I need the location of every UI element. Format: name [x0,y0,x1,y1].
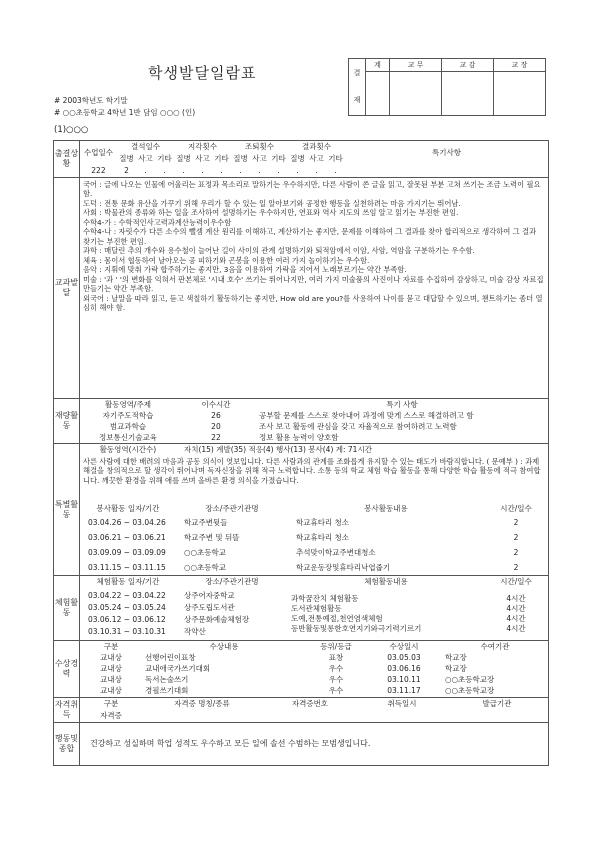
attendance-value: . [315,166,318,176]
award-orgs [442,653,548,697]
cert-header: 자격증번호 [291,699,329,709]
award-date: 03.11.17 [387,685,421,695]
awards-header: 수상내용 [209,642,239,652]
sub-header: 기타 [157,154,172,164]
cert-number [262,710,358,722]
special-section-label: 특별활동 [54,444,80,576]
sub-header: 사고 [138,154,153,164]
experience-section-label: 체험활동 [54,576,80,641]
experience-date: 03.06.12 ~ 03.06.12 [87,615,166,624]
volunteer-hour: 2 [513,518,519,527]
experience-hour: 4시간 [506,593,526,603]
behavior-text: 건강하고 성실하며 학업 성적도 우수하고 모든 일에 솔선 수범하는 모범생입니다. [79,723,548,766]
award-org: ○○초등학교장 [444,675,495,684]
experience-date: 03.10.31 ~ 03.10.31 [87,627,166,636]
missed-class-header: 결과횟수 [301,142,331,152]
volunteer-place: 학교주변뒷들 [183,518,228,527]
early-leave-header: 조퇴횟수 [244,142,274,152]
volunteer-place: ○○초등학교 [183,563,227,572]
document-title: 학생발달일람표 [148,64,257,82]
awards-header: 수상일시 [389,642,419,652]
award-content: 선행어린이표창 [144,653,196,663]
sub-header: 사고 [309,154,324,164]
discretion-table [80,399,548,443]
award-org: ○○초등학교장 [444,685,495,695]
award-org: 학교장 [444,664,467,674]
sub-header: 질병 [119,154,134,164]
volunteer-content: 추석맞이학교주변대청소 [295,548,376,557]
discretion-hours: 26 [211,410,221,420]
experience-places [176,588,288,640]
award-type: 교내상 [100,653,122,663]
subject-paragraph: 사회 : 박물관의 종류와 하는 일을 조사하여 설명하기는 우수하지만, 연표와 역사 지도의 쓰임 알고 읽기는 부진한 편임. [82,208,459,218]
volunteer-header: 봉사활동내용 [364,504,408,514]
discretion-area: 범교과학습 [109,421,147,431]
volunteer-place: ○○초등학교 [183,548,227,557]
absence-header: 결석일수 [130,142,160,152]
subject-paragraph: 수학4-가 : 수학적인사고력과계산능력이우수함 [82,217,232,227]
approval-sign-1 [366,72,390,116]
experience-date: 03.04.22 ~ 03.04.22 [87,591,166,600]
cert-header: 취득일시 [387,699,417,709]
experience-table [80,576,548,640]
attendance-value: . [182,166,185,176]
discretion-header: 이수시간 [201,399,231,409]
record-table [53,140,549,766]
discretion-note: 공부할 문제를 스스로 찾아내어 과정에 맞게 스스로 해결하려고 함 [258,410,474,420]
cert-header: 구분 [103,699,119,709]
attendance-section-label: 출결상황 [54,141,80,178]
approval-table [348,58,546,116]
experience-date: 03.05.24 ~ 03.05.24 [87,603,166,612]
cert-date [358,710,446,722]
experience-contents [288,588,484,640]
cert-row-label: 자격증 [100,711,122,721]
award-grade: 우수 [328,685,344,695]
sub-header: 기타 [271,154,286,164]
award-type: 교내상 [100,675,122,684]
approval-side-label [349,59,366,116]
approval-header-3: 교 감 [442,59,494,72]
volunteer-date: 03.04.26 ~ 03.04.26 [87,518,166,527]
attendance-value: . [258,166,261,176]
subject-paragraph: 과학 : 매달린 추의 개수와 용수철이 늘어난 길이 사이의 관계 설명하기와 퇴적암에서 이암, 사암, 역암을 구분하기는 우수함. [82,246,475,256]
attendance-value: . [239,166,242,176]
awards-header: 등위/등급 [320,642,352,652]
experience-hour: 4시간 [506,614,526,623]
subject-paragraph: 국어 : 글에 나오는 인물에 어울리는 표정과 목소리로 말하기는 우수하지만, 다른 사람이 쓴 글을 읽고, 잘못된 부분 고쳐 쓰기는 조금 노력이 필요함. [82,180,541,199]
approval-header-4: 교 장 [494,59,546,72]
cert-table [80,698,548,722]
experience-header: 체험활동내용 [364,577,408,587]
special-hours-summary: 자치(15) 계발(35) 적응(4) 행사(13) 봉사(4) 계: 71시간 [183,444,372,454]
awards-section-label: 수상경력 [54,641,80,698]
behavior-section-label: 행동및종합 [54,723,80,766]
semester-line: # 2003학년도 학기말 [54,96,128,105]
discretion-section-label: 재량활동 [54,399,80,444]
award-type: 교내상 [100,664,122,674]
award-type: 교내상 [100,685,122,695]
experience-content: 도서관체험활동 [290,603,342,613]
award-dates [366,653,442,697]
award-grade: 표창 [328,653,344,663]
volunteer-content: 학교운동장및휴타리낙엽줍기 [295,563,391,572]
attendance-value: . [334,166,337,176]
subject-paragraph: 수학4-나 : 자릿수가 다른 소수의 뺄셈 계산 원리를 이해하고, 계산하기는 좋지만, 문제를 이해하여 그 결과를 찾아 합리적으로 생각하여 그 결과 찾기는 부진한 편임. [82,227,537,246]
awards-header: 수여기관 [480,642,510,652]
volunteer-date: 03.06.21 ~ 03.06.21 [87,533,166,542]
attendance-value: 2 [124,166,129,176]
experience-dates [80,588,176,640]
approval-header-2: 교 무 [390,59,442,72]
discretion-hours: 20 [211,421,221,431]
award-date: 03.05.03 [387,653,421,663]
sub-header: 질병 [290,154,305,164]
award-grade: 우수 [328,664,344,674]
experience-hour: 4시간 [506,603,526,613]
volunteer-hours [484,515,548,575]
cert-issuer [446,710,548,722]
experience-hours [484,588,548,640]
award-types [80,653,142,697]
award-org: 학교장 [444,653,467,663]
subjects-section-label: 교과발달 [54,178,80,399]
subjects-text [79,178,548,399]
days-value: 222 [91,166,106,176]
cert-section-label: 자격취득 [54,698,80,723]
award-content: 경필쓰기대회 [144,685,189,695]
cert-header: 자격증 명칭/종류 [174,699,230,709]
experience-header: 체험활동 일자/기간 [96,577,160,587]
attendance-value: . [296,166,299,176]
experience-content: 등반활동및롱한호연지기와극기력기르기 [290,624,422,634]
experience-header: 장소/주관기관명 [205,577,259,587]
late-header: 지각횟수 [187,142,217,152]
volunteer-hour: 2 [513,548,519,557]
subject-paragraph: 음악 : 지휘에 맞춰 가락 합주하기는 좋지만, 3음을 이용하여 가락을 지어서 노래부르기는 약간 부족함. [82,265,407,275]
volunteer-header: 시간/일수 [500,504,532,514]
experience-place: 상주어자중학교 [183,591,235,600]
volunteer-header: 장소/주관기관명 [205,504,259,514]
sub-header: 질병 [233,154,248,164]
volunteer-content: 학교휴타리 청소 [295,518,350,527]
special-note: 사른 사람에 대한 배려의 마음과 공동 의식이 엿보입니다. 다른 사람과의 관계를 조화롭게 유지할 수 있는 태도가 바람직합니다. ( 문예부 ) : 과제 해결을 창의적으로 할 생각이 뛰어나며 독자신장을 위해 적극 노력합니다. 소통 등의 학교 체험 학습 활동을 통해 다양한 학습 활동에 적극 참여합니다. 깨끗한 환경을 위해 애를 쓰며 올바른 환경 의식을 가졌습니다. [82,457,541,485]
experience-hour: 4시간 [506,624,526,634]
award-grades [306,653,366,697]
experience-content: 과학꿈잔치 체험활동 [290,593,359,603]
sub-header: 기타 [328,154,343,164]
approval-sign-2 [390,72,442,116]
volunteer-header: 봉사활동 일자/기간 [96,504,160,514]
approval-sign-4 [494,72,546,116]
approval-side-top: 결 [353,69,361,78]
volunteer-hour: 2 [513,533,519,542]
subject-paragraph: 도덕 : 전통 문화 유산을 가꾸기 위해 우리가 할 수 있는 일 알아보기와 공정한 행동을 실천하려는 마음 가지기는 뛰어남. [82,198,461,208]
discretion-note: 정보 활용 능력이 양호함 [258,432,339,442]
attendance-value: . [220,166,223,176]
attendance-value: . [144,166,147,176]
volunteer-dates [80,515,176,575]
sub-header: 기타 [214,154,229,164]
experience-content: 도예,전통예절,천연염색체험 [290,614,383,623]
discretion-note: 조사 보고 활동에 관심을 갖고 자율적으로 참여하려고 노력함 [258,421,457,431]
discretion-header: 활동영역/주제 [104,399,151,409]
cert-name [142,710,262,722]
attendance-value: . [201,166,204,176]
award-grade: 우수 [328,675,344,684]
award-date: 03.10.11 [387,675,421,684]
special-note-header: 특기사항 [431,148,461,158]
student-number: (1)○○○ [54,125,89,135]
attendance-value: . [163,166,166,176]
class-line: # ○○초등학교 4학년 1반 담임 ○○○ (인) [54,108,196,117]
cert-header: 발급기관 [482,699,512,709]
discretion-area: 정보통신기술교육 [98,432,157,442]
special-table [80,444,548,575]
volunteer-date: 03.09.09 ~ 03.09.09 [87,548,166,557]
volunteer-hour: 2 [513,563,519,572]
approval-header-1: 계 [366,59,390,72]
volunteer-places [176,515,288,575]
experience-header: 시간/일수 [500,577,532,587]
volunteer-date: 03.11.15 ~ 03.11.15 [87,563,166,572]
award-date: 03.06.16 [387,664,421,674]
sub-header: 사고 [252,154,267,164]
experience-place: 상주문화예술체험장 [183,615,250,624]
experience-place: 작약산 [183,627,206,636]
volunteer-contents [288,515,484,575]
sub-header: 사고 [195,154,210,164]
attendance-value: . [277,166,280,176]
approval-side-bottom: 재 [353,96,361,104]
special-area-header: 활동영역(시간수) [99,444,157,454]
awards-table [80,641,548,697]
days-header: 수업일수 [83,148,113,158]
awards-header: 구분 [103,642,119,652]
award-content: 교내애국가쓰기대회 [144,664,211,674]
volunteer-content: 학교휴타리 청소 [295,533,350,542]
approval-sign-3 [442,72,494,116]
discretion-area: 자기주도적학습 [102,410,154,420]
volunteer-place: 학교주변 및 뒤뜰 [183,533,240,542]
subject-paragraph: 미술 : '과 ' '의 변화를 익혀서 판본체로 '시내 호수' 쓰기는 뛰어나지만, 여러 가지 미술품의 사진이나 자료를 수집하여 감상하고, 미술 감상 자료집 만들기는 약간 부족함. [82,274,544,294]
sub-header: 질병 [176,154,191,164]
award-contents [142,653,306,697]
special-note-value [345,165,548,177]
subject-paragraph: 외국어 : 날말을 따라 읽고, 듣고 색칠하기 활동하기는 좋지만, How old are you?를 사용하여 나이를 묻고 대답할 수 있으며, 챈트하기는 좀더 열심히 해야 함. [82,293,543,313]
subject-paragraph: 체육 : 몸이서 협동하여 날아오는 공 피하기와 곤봉을 이용한 여러 가지 놀이하기는 우수함. [82,255,370,265]
award-content: 독서논술쓰기 [144,675,189,684]
attendance-table [80,141,548,177]
discretion-header: 특기 사항 [386,399,418,409]
experience-place: 상주도립도서관 [183,603,235,612]
discretion-hours: 22 [211,432,221,442]
